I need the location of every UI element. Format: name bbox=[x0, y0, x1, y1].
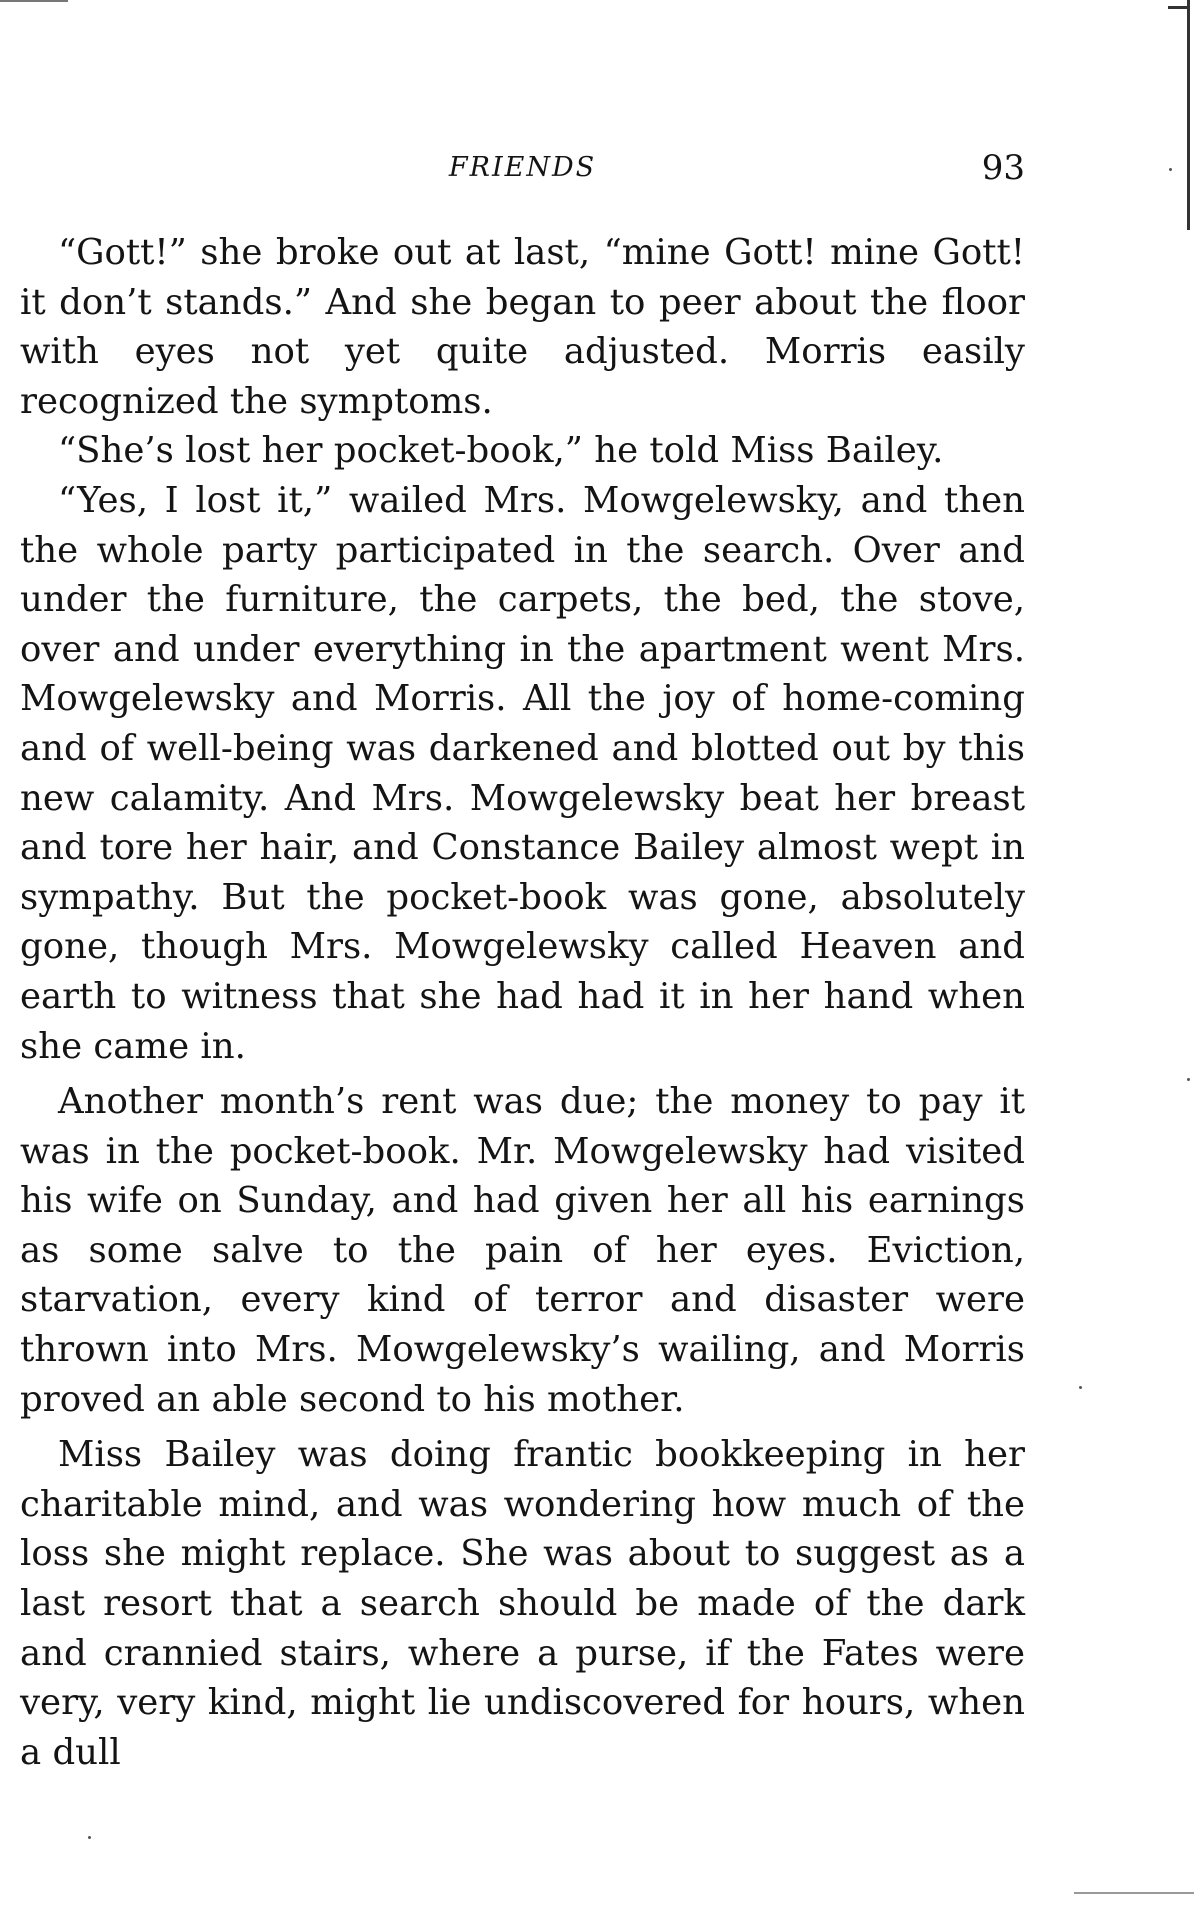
body-text bbox=[20, 228, 1025, 1777]
scan-speck bbox=[1079, 1386, 1082, 1389]
scan-edge-mark bbox=[1074, 1892, 1194, 1894]
scan-speck bbox=[1187, 1078, 1190, 1081]
scan-edge-mark bbox=[0, 0, 68, 2]
scan-speck bbox=[1169, 168, 1172, 171]
paragraph: “She’s lost her pocket-book,” he told Miss Bailey. bbox=[58, 430, 944, 472]
scan-edge-mark bbox=[1187, 0, 1190, 230]
paragraph: “Yes, I lost it,” wailed Mrs. Mowgelewsky, and then the whole party participated in the search. Over and under the furniture, the carpets, the bed, the stove, over and under everything in the apartment went Mrs. Mowgelewsky and Morris. All the joy of home-coming and of well-being was darkened and blotted out by this new calamity. And Mrs. Mowgelewsky beat her breast and tore her hair, and Constance Bailey almost wept in sympathy. But the pocket-book was gone, absolutely gone, though Mrs. Mowgelewsky called Heaven and earth to witness that she had had it in her hand when she came in. bbox=[20, 479, 1025, 1067]
scan-edge-mark bbox=[1168, 6, 1190, 9]
paragraph: “Gott!” she broke out at last, “mine Gott! mine Gott! it don’t stands.” And she began to peer about the floor with eyes not yet quite adjusted. Morris easily recognized the symptoms. bbox=[20, 232, 1025, 422]
page-header bbox=[20, 148, 1025, 192]
page-number: 93 bbox=[981, 148, 1025, 188]
paragraph: Another month’s rent was due; the money to pay it was in the pocket-book. Mr. Mowgelewsky had visited his wife on Sunday, and had given her all his earnings as some salve to the pain of her eyes. Eviction, starvation, every kind of terror and disaster were thrown into Mrs. Mowgelewsky’s wailing, and Morris proved an able second to his mother. bbox=[20, 1081, 1025, 1420]
scan-speck bbox=[88, 1836, 91, 1839]
paragraph: Miss Bailey was doing frantic bookkeeping in her charitable mind, and was wondering how much of the loss she might replace. She was about to suggest as a last resort that a search should be made of the dark and crannied stairs, where a purse, if the Fates were very, very kind, might lie undiscovered for hours, when a dull bbox=[20, 1434, 1025, 1773]
running-title: FRIENDS bbox=[448, 152, 597, 183]
